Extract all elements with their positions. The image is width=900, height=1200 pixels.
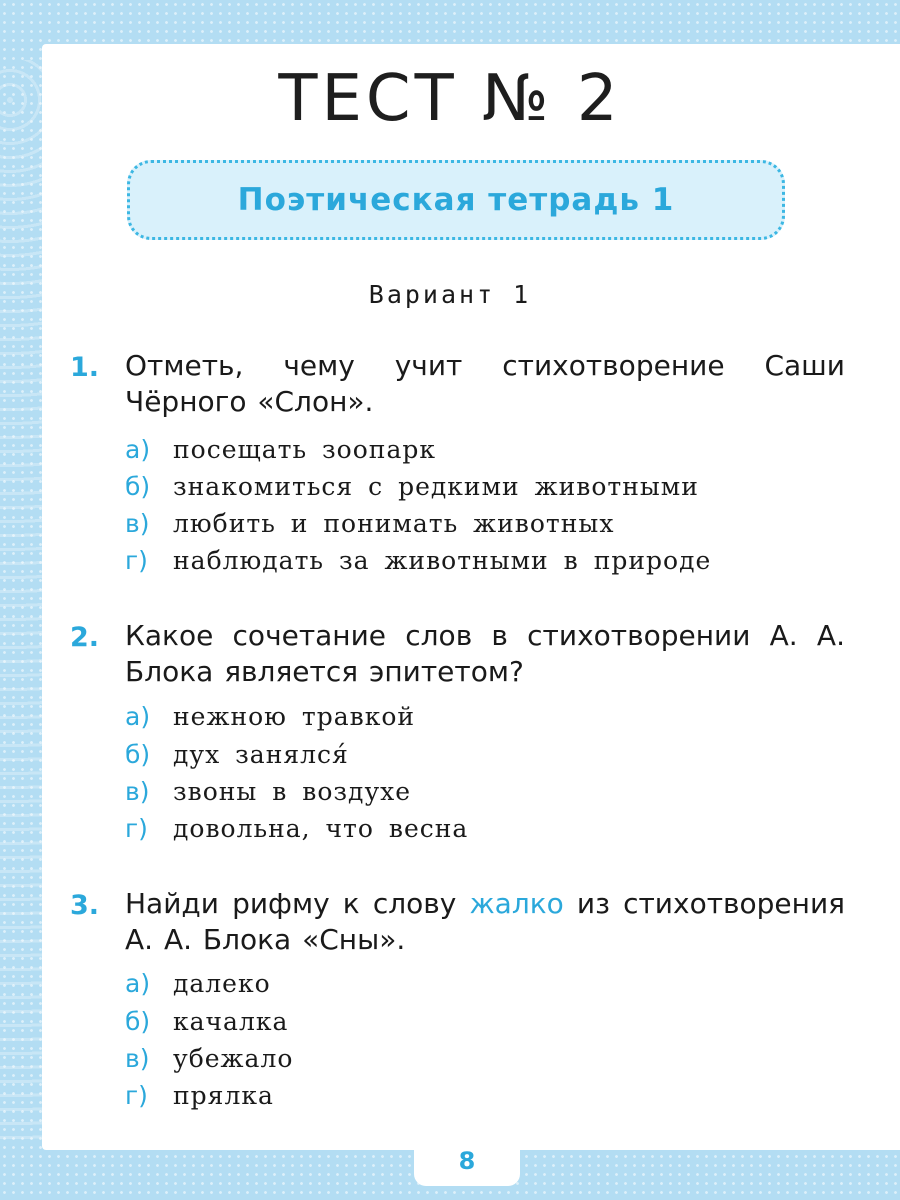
option-text: качалка <box>173 1007 289 1036</box>
variant-label: Вариант 1 <box>368 280 532 309</box>
option-text: нежною травкой <box>173 702 416 731</box>
option-letter: г) <box>125 1081 148 1110</box>
option-text: убежало <box>173 1044 294 1073</box>
option-letter: г) <box>125 814 148 843</box>
question-text: Какое сочетание слов в стихотворении А. А. Блока является эпитетом? <box>125 619 845 688</box>
option-text: посещать зоопарк <box>173 435 436 464</box>
answer-option[interactable] <box>125 432 825 468</box>
ornament-decoration <box>0 60 42 1140</box>
answer-option[interactable] <box>125 1041 825 1077</box>
answer-option[interactable] <box>125 1078 825 1114</box>
answer-option[interactable] <box>125 737 825 773</box>
test-title: ТЕСТ № 2 <box>278 62 622 136</box>
page-number-tab <box>414 1136 520 1186</box>
question-text-start: Найди рифму к слову <box>125 887 470 920</box>
question-number: 1. <box>70 352 100 383</box>
option-letter: в) <box>125 509 150 538</box>
answer-option[interactable] <box>125 699 825 735</box>
option-letter: г) <box>125 546 148 575</box>
highlighted-word: жалко <box>469 887 564 920</box>
question-text: Отметь, чему учит стихотворение Саши Чёрного «Слон». <box>125 349 845 418</box>
answer-option[interactable] <box>125 543 825 579</box>
answer-option[interactable] <box>125 966 825 1002</box>
answer-option[interactable] <box>125 469 825 505</box>
option-letter: б) <box>125 472 151 501</box>
option-text: прялка <box>173 1081 274 1110</box>
question-number: 3. <box>70 890 100 921</box>
option-text: знакомиться с редкими животными <box>173 472 699 501</box>
question-text-end: из стихотворения А. А. Блока «Сны». <box>125 887 845 956</box>
option-letter: а) <box>125 969 151 998</box>
option-letter: б) <box>125 740 151 769</box>
answer-option[interactable] <box>125 774 825 810</box>
question-text <box>125 886 845 958</box>
option-text: наблюдать за животными в природе <box>173 546 712 575</box>
option-letter: а) <box>125 702 151 731</box>
section-banner <box>127 160 785 240</box>
section-title: Поэтическая тетрадь 1 <box>237 182 675 218</box>
option-letter: б) <box>125 1007 151 1036</box>
option-letter: в) <box>125 777 150 806</box>
option-letter: а) <box>125 435 151 464</box>
question-number: 2. <box>70 622 100 653</box>
option-text: довольна, что весна <box>173 814 469 843</box>
answer-option[interactable] <box>125 811 825 847</box>
option-letter: в) <box>125 1044 150 1073</box>
option-text: звоны в воздухе <box>173 777 412 806</box>
page-number: 8 <box>458 1147 476 1175</box>
answer-option[interactable] <box>125 1004 825 1040</box>
option-text: дух занялся́ <box>173 740 349 769</box>
option-text: далеко <box>173 969 271 998</box>
option-text: любить и понимать животных <box>173 509 615 538</box>
answer-option[interactable] <box>125 506 825 542</box>
